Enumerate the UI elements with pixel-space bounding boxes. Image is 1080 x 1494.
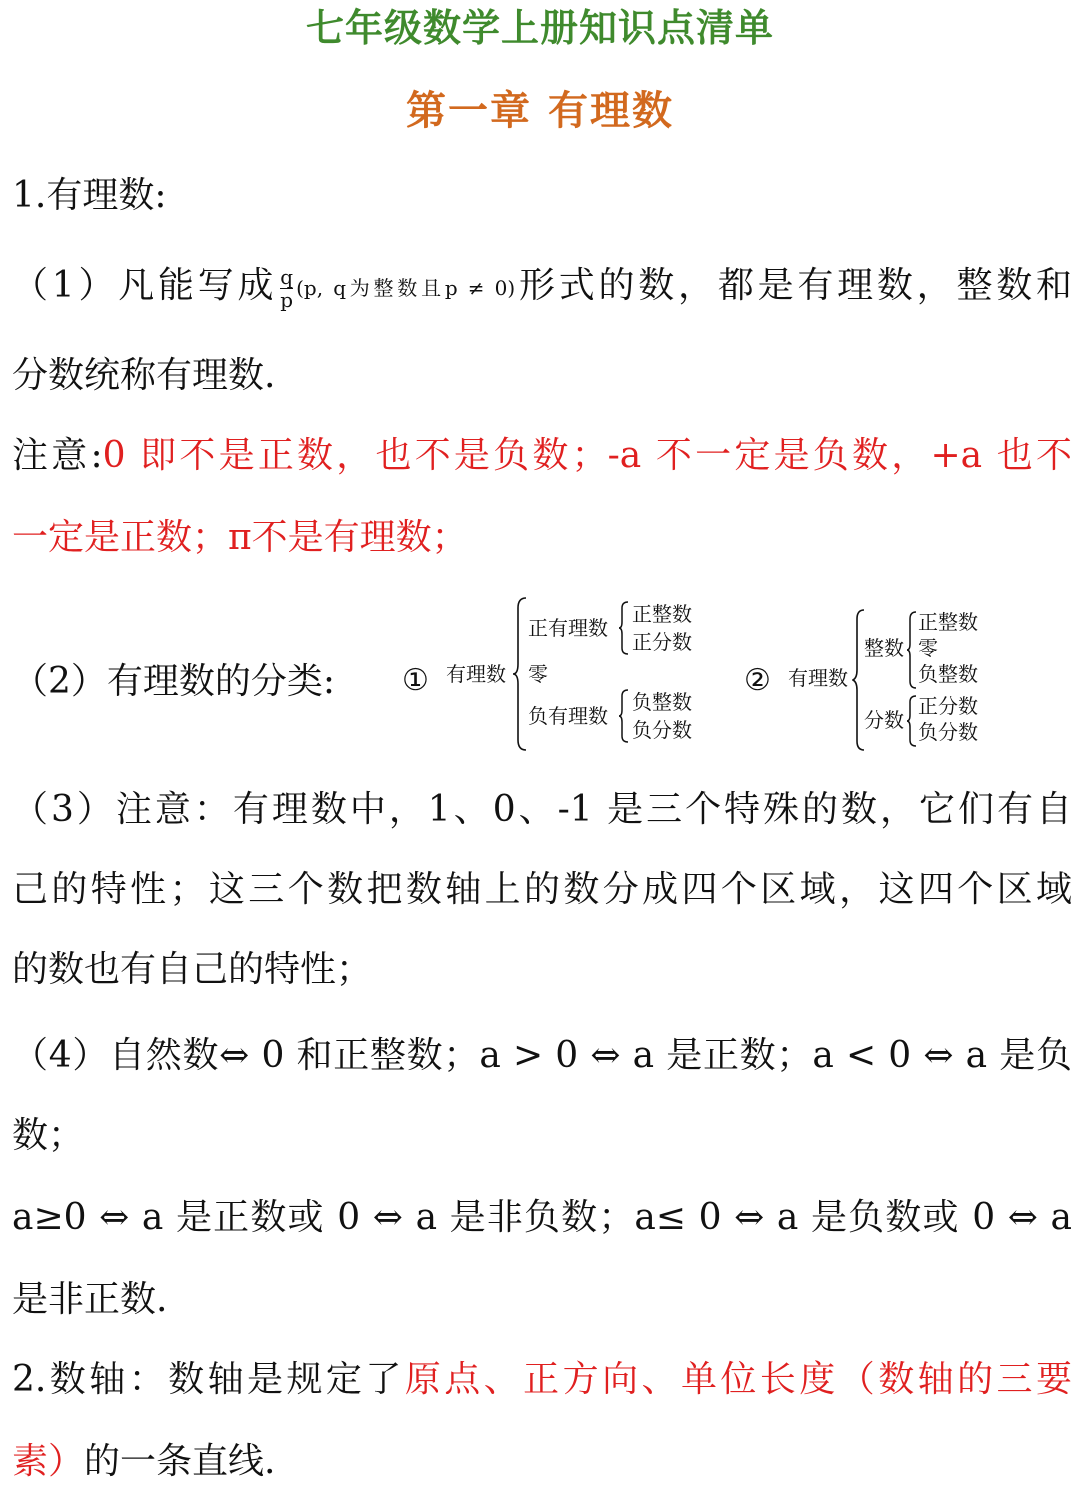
section-2-red-text-2: 素） [12,1441,85,1482]
paragraph-3-line-1: （3）注意：有理数中，1、0、-1 是三个特殊的数，它们有自 [12,789,1072,830]
fraction-denominator: p [280,287,294,312]
paragraph-1-suffix: 形式的数，都是有理数，整数和 [515,265,1072,306]
class1-negative-integer: 负整数 [632,690,692,714]
class2-positive-integer: 正整数 [918,610,978,634]
marker-1: ① [402,663,429,698]
class2-integer: 整数 [864,636,904,660]
note-line-2: 一定是正数；π不是有理数； [12,517,468,558]
class1-positive-fraction: 正分数 [632,630,692,654]
paragraph-4-line-2: 数； [12,1115,85,1156]
paragraph-4-line-1: （4）自然数⇔ 0 和正整数；a > 0 ⇔ a 是正数；a < 0 ⇔ a 是负 [12,1035,1072,1076]
class1-negative-fraction: 负分数 [632,718,692,742]
class2-fraction: 分数 [864,708,904,732]
paragraph-1-line-2: 分数统称有理数. [12,355,276,396]
class1-outer-brace [512,596,528,752]
class1-positive-brace [618,600,630,656]
fraction-q-over-p [280,266,293,311]
paragraph-4-line-3: a≥0 ⇔ a 是正数或 0 ⇔ a 是非负数；a≤ 0 ⇔ a 是负数或 0 ⇔ a [12,1197,1072,1238]
section-2-line-2 [12,1438,1072,1488]
class1-negative-brace [618,688,630,744]
note-red-text-1: 0 即不是正数，也不是负数；-a 不一定是负数，+a 也不 [102,435,1072,476]
paragraph-4-line-4: 是非正数. [12,1279,168,1320]
paragraph-3-line-3: 的数也有自己的特性； [12,949,373,990]
note-label: 注意: [12,435,103,476]
section-2-suffix: 的一条直线. [84,1441,276,1482]
note-line-1 [12,432,1072,482]
class2-positive-fraction: 正分数 [918,694,978,718]
class1-negative: 负有理数 [528,704,608,728]
classification-diagram [0,590,1080,760]
chapter-heading: 第一章 有理数 [406,88,674,134]
paragraph-1-line-1 [12,262,1072,312]
page-title: 七年级数学上册知识点清单 [305,6,774,50]
paragraph-3-line-2: 己的特性；这三个数把数轴上的数分成四个区域，这四个区域 [12,869,1072,910]
section-2-line-1 [12,1356,1072,1406]
marker-2: ② [744,663,771,698]
paragraph-2-label: （2）有理数的分类: [12,661,336,702]
class1-positive-integer: 正整数 [632,602,692,626]
class2-root: 有理数 [788,666,848,690]
section-2-red-text: 原点、正方向、单位长度（数轴的三要 [404,1359,1072,1400]
fraction-numerator: q [280,264,294,289]
fraction-condition: (p, q为整数且p ≠ 0) [296,276,516,300]
class2-zero: 零 [918,636,938,660]
section-2-prefix: 2.数轴：数轴是规定了 [12,1359,405,1400]
class2-fraction-brace [906,694,918,748]
section-1-heading: 1.有理数: [12,175,167,216]
class1-positive: 正有理数 [528,616,608,640]
class1-root: 有理数 [446,662,506,686]
paragraph-1-prefix: （1）凡能写成 [12,265,278,306]
class2-negative-integer: 负整数 [918,662,978,686]
class2-negative-fraction: 负分数 [918,720,978,744]
class1-zero: 零 [528,662,548,686]
class2-integer-brace [906,610,918,690]
